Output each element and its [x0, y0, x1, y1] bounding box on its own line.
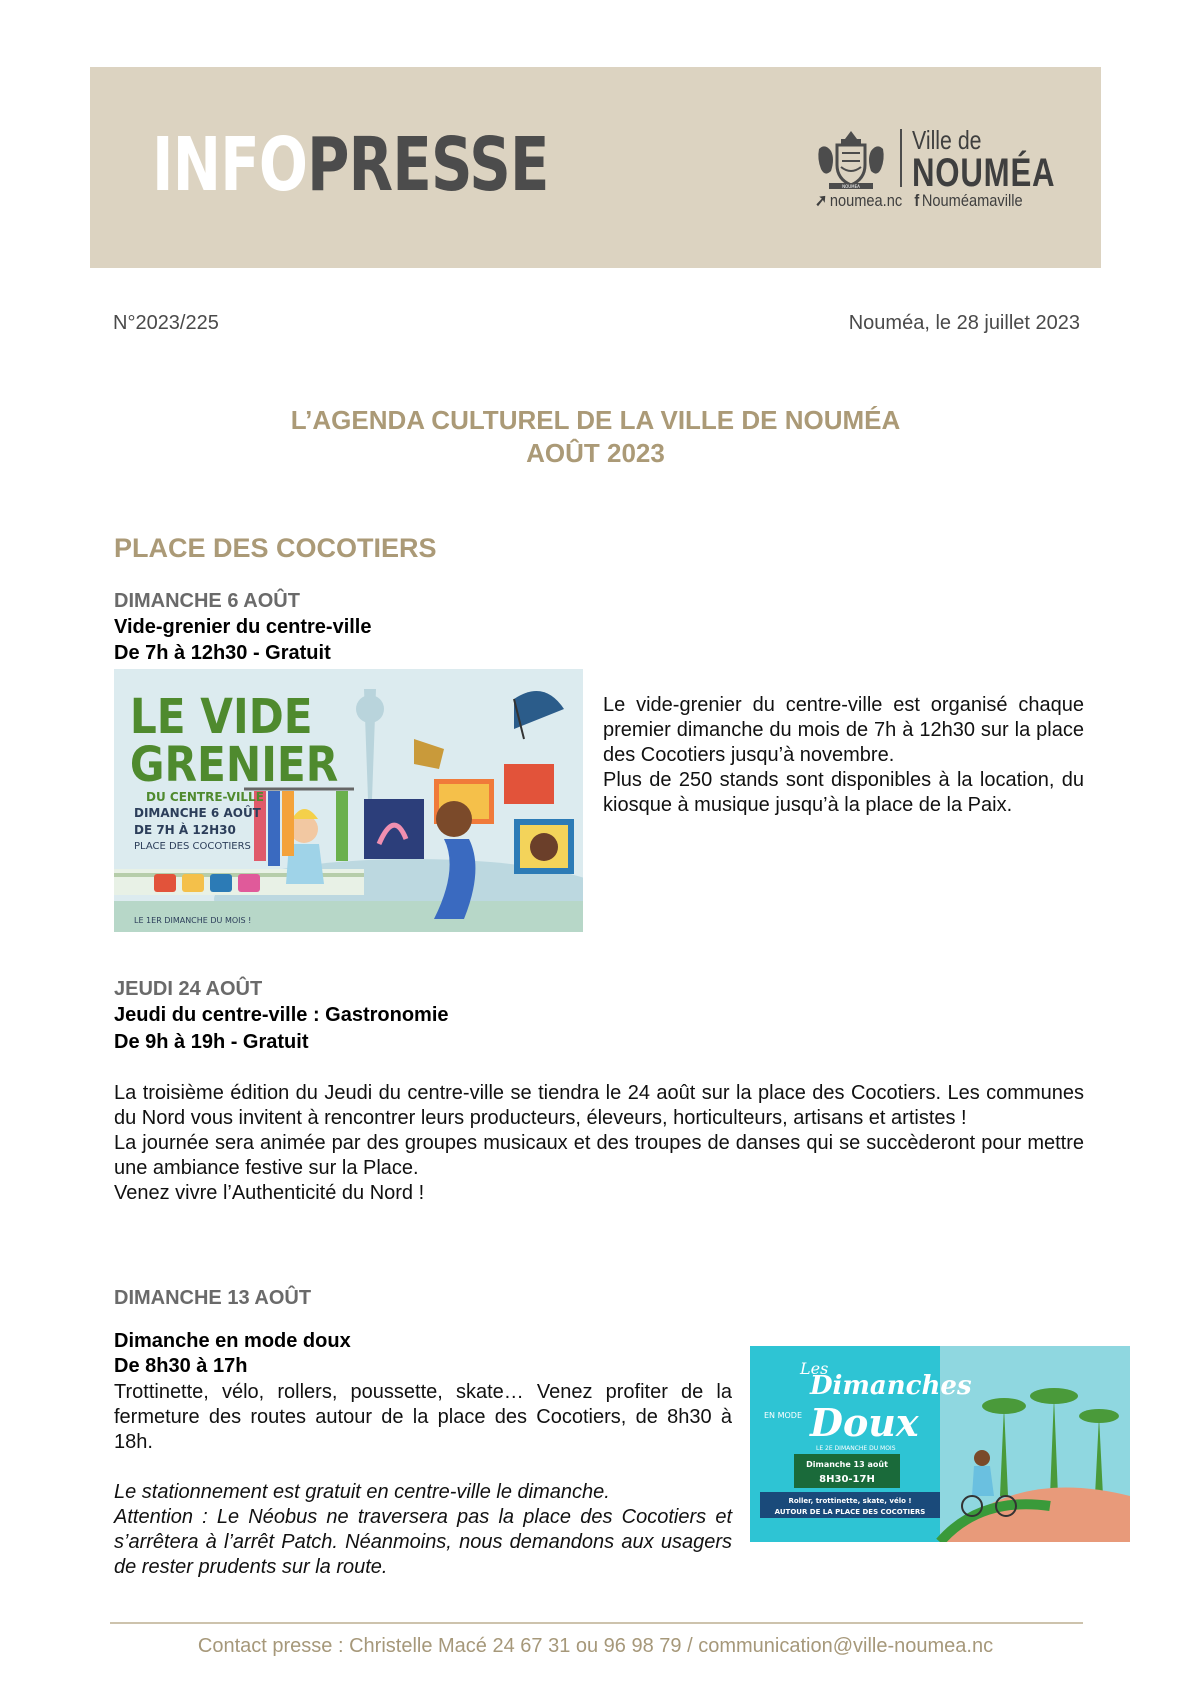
event-1-date: DIMANCHE 6 AOÛT [114, 590, 300, 612]
doux-poster-subtitle: LE 2E DIMANCHE DU MOIS [816, 1445, 896, 1452]
doux-poster-place: AUTOUR DE LA PLACE DES COCOTIERS [774, 1508, 926, 1516]
poster-place: PLACE DES COCOTIERS [134, 841, 251, 852]
website-link[interactable]: noumea.nc [829, 191, 903, 210]
facebook-link[interactable]: Nouméamaville [921, 191, 1023, 210]
logo-noumea: NOUMÉA [912, 151, 1056, 195]
doux-poster-dimanches: Dimanches [810, 1371, 972, 1401]
event-1-text-2: Plus de 250 stands sont disponibles à la location, du kiosque à musique jusqu’à la place de la Paix. [603, 769, 1084, 816]
logo-links [815, 191, 1023, 211]
event-2-text-3: Venez vivre l’Authenticité du Nord ! [114, 1182, 425, 1204]
event-2-description [114, 1081, 1084, 1206]
info-presse-title [152, 122, 549, 208]
poster-time: DE 7H À 12H30 [134, 823, 236, 837]
footer-rule [110, 1622, 1083, 1624]
event-3-time: De 8h30 à 17h [114, 1355, 248, 1377]
press-release-date: Nouméa, le 28 juillet 2023 [848, 312, 1080, 334]
event-2-date: JEUDI 24 AOÛT [114, 978, 263, 1000]
doux-poster-doux: Doux [810, 1400, 919, 1445]
brand-word-info: INFO [152, 122, 308, 208]
event-1-text-1: Le vide-grenier du centre-ville est organisé chaque premier dimanche du mois de 7h à 12h30 sur la place des Cocotiers jusqu’à novembre. [603, 694, 1084, 766]
event-1-time: De 7h à 12h30 - Gratuit [114, 642, 331, 664]
crest-motto: NOUMEA [842, 184, 860, 189]
event-2-name: Jeudi du centre-ville : Gastronomie [114, 1004, 449, 1026]
vide-grenier-poster [114, 669, 583, 932]
event-3-parking-note: Le stationnement est gratuit en centre-ville le dimanche. [114, 1481, 610, 1503]
arrow-icon: ➚ [815, 191, 828, 210]
logo-divider [900, 129, 902, 187]
event-1-description [603, 693, 1084, 818]
event-2-text-1: La troisième édition du Jeudi du centre-ville se tiendra le 24 août sur la place des Cocotiers. Les communes du Nord vous invitent à rencontrer leurs producteurs, éleveurs, horticulteurs, artisans et artistes ! [114, 1082, 1084, 1129]
press-contact: Contact presse : Christelle Macé 24 67 31 ou 96 98 79 / communication@ville-noumea.nc [197, 1635, 994, 1657]
poster-date: DIMANCHE 6 AOÛT [134, 806, 261, 820]
event-3-name: Dimanche en mode doux [114, 1330, 351, 1352]
poster-subtitle: DU CENTRE-VILLE [146, 790, 264, 804]
doux-poster-les: Les [800, 1359, 829, 1378]
page-title [0, 404, 1191, 470]
facebook-icon: f [914, 191, 920, 210]
ville-de-noumea-logo [815, 125, 1056, 213]
page-title-line-1: L’AGENDA CULTUREL DE LA VILLE DE NOUMÉA [290, 405, 901, 435]
press-release-number: N°2023/225 [113, 312, 219, 334]
section-title: PLACE DES COCOTIERS [114, 533, 437, 563]
brand-word-presse: PRESSE [307, 122, 549, 208]
event-2-text-2: La journée sera animée par des groupes musicaux et des troupes de danses qui se succèderont pour mettre une ambiance festive sur la Place. [114, 1132, 1084, 1179]
logo-ville-de: Ville de [912, 125, 982, 155]
doux-poster-en-mode: EN MODE [764, 1411, 802, 1420]
event-3-date: DIMANCHE 13 AOÛT [114, 1287, 312, 1309]
doux-poster-time: 8H30-17H [819, 1474, 875, 1485]
page-title-line-2: AOÛT 2023 [526, 438, 665, 468]
poster-title-2: GRENIER [129, 736, 339, 793]
poster-footer: LE 1ER DIMANCHE DU MOIS ! [134, 916, 252, 925]
event-3-neobus-note: Attention : Le Néobus ne traversera pas la place des Cocotiers et s’arrêtera à l’arrêt Patch. Néanmoins, nous demandons aux usagers de rester prudents sur la route. [114, 1506, 732, 1578]
event-1-name: Vide-grenier du centre-ville [114, 616, 372, 638]
dimanches-doux-poster [750, 1346, 1130, 1542]
doux-poster-date: Dimanche 13 août [806, 1460, 888, 1469]
event-2-time: De 9h à 19h - Gratuit [114, 1031, 309, 1053]
event-3-text-1: Trottinette, vélo, rollers, poussette, skate… Venez profiter de la fermeture des routes autour de la place des Cocotiers, de 8h30 à 18h. [114, 1381, 732, 1453]
event-3-description [114, 1380, 732, 1580]
poster-title-1: LE VIDE [129, 688, 313, 745]
doux-poster-activities: Roller, trottinette, skate, vélo ! [788, 1497, 912, 1505]
city-crest-icon [815, 129, 887, 191]
